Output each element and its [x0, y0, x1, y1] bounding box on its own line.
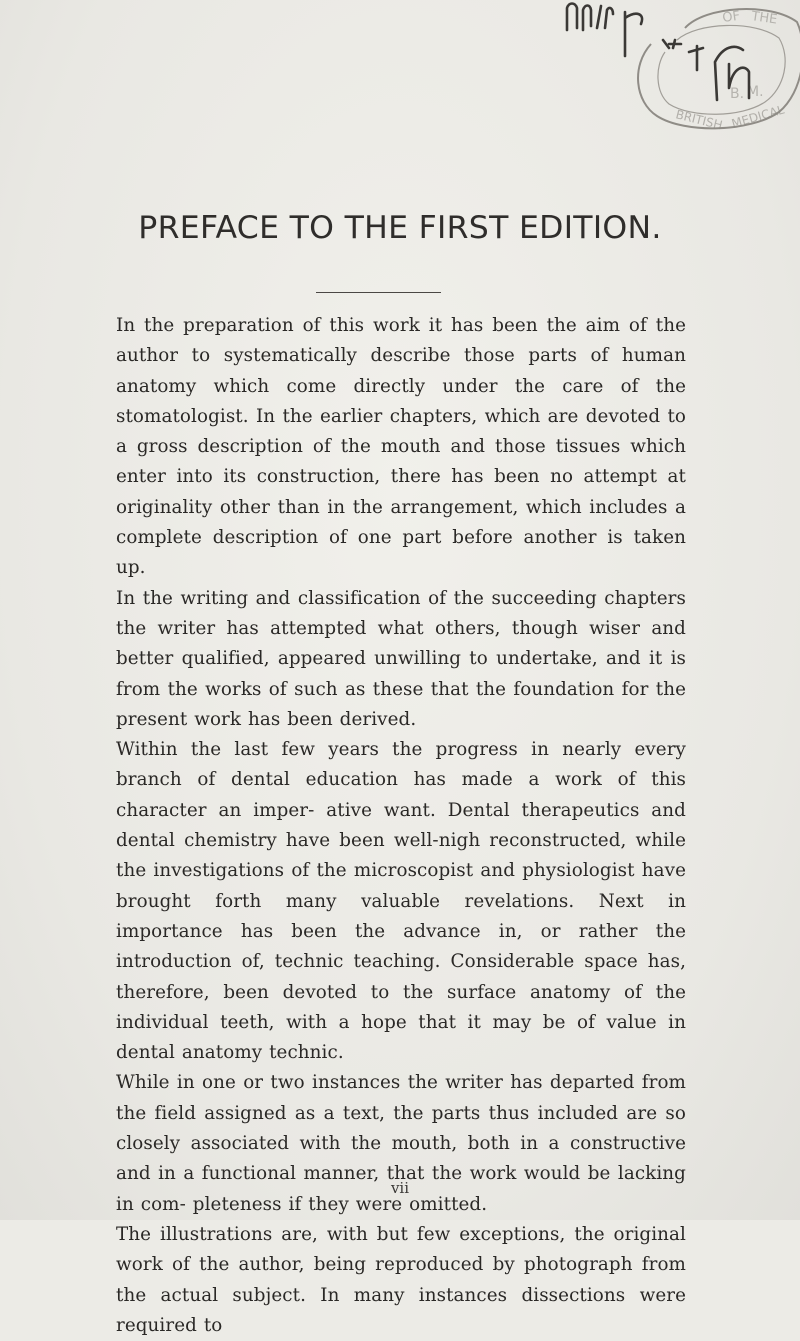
svg-text:OF: OF — [721, 8, 742, 26]
page-title: PREFACE TO THE FIRST EDITION. — [138, 210, 662, 246]
svg-text:MEDICAL: MEDICAL — [729, 102, 786, 131]
svg-text:M.: M. — [747, 84, 764, 100]
paragraph: Within the last few years the progress in nearly every branch of dental education has made a work of this character an imper- ative want. Dental therapeutics and dental chemistry have been well-nigh reconstructed, while the investigations of the microscopist and physiologist have brought forth many valuable revelations. Next in importance has been the advance in, or rather the introduction of, technic teaching. Considerable space has, therefore, been devoted to the surface anatomy of the individual teeth, with a hope that it may be of value in dental anatomy technic. — [116, 739, 686, 1064]
svg-text:THE: THE — [750, 9, 779, 28]
paragraph: In the writing and classification of the succeeding chapters the writer has attempted what others, though wiser and better qualified, appeared unwilling to undertake, and it is from the works of such as these that the foundation for the present work has been derived. — [116, 587, 686, 730]
paragraph: While in one or two instances the writer has departed from the field assigned as a text, the parts thus included are so closely associated with the mouth, both in a constructive and in a functional manner, that the work would be lacking in com- pleteness if they were omitted. — [116, 1072, 686, 1215]
library-stamp — [565, 0, 800, 150]
paragraph: In the preparation of this work it has been the aim of the author to systematically describe those parts of human anatomy which come directly under the care of the stomatologist. In the earlier chapters, which are devoted to a gross description of the mouth and those tissues which enter into its construction, there has been no attempt at originality other than in the arrangement, which includes a complete description of one part before another is taken up. — [116, 315, 686, 579]
page-number: vii — [390, 1179, 410, 1197]
svg-text:B.: B. — [730, 86, 745, 102]
title-divider — [316, 292, 441, 293]
paragraph: The illustrations are, with but few exceptions, the original work of the author, being reproduced by photograph from the actual subject. In many instances dissections were required to — [116, 1223, 686, 1336]
svg-text:BRITISH: BRITISH — [674, 107, 724, 133]
